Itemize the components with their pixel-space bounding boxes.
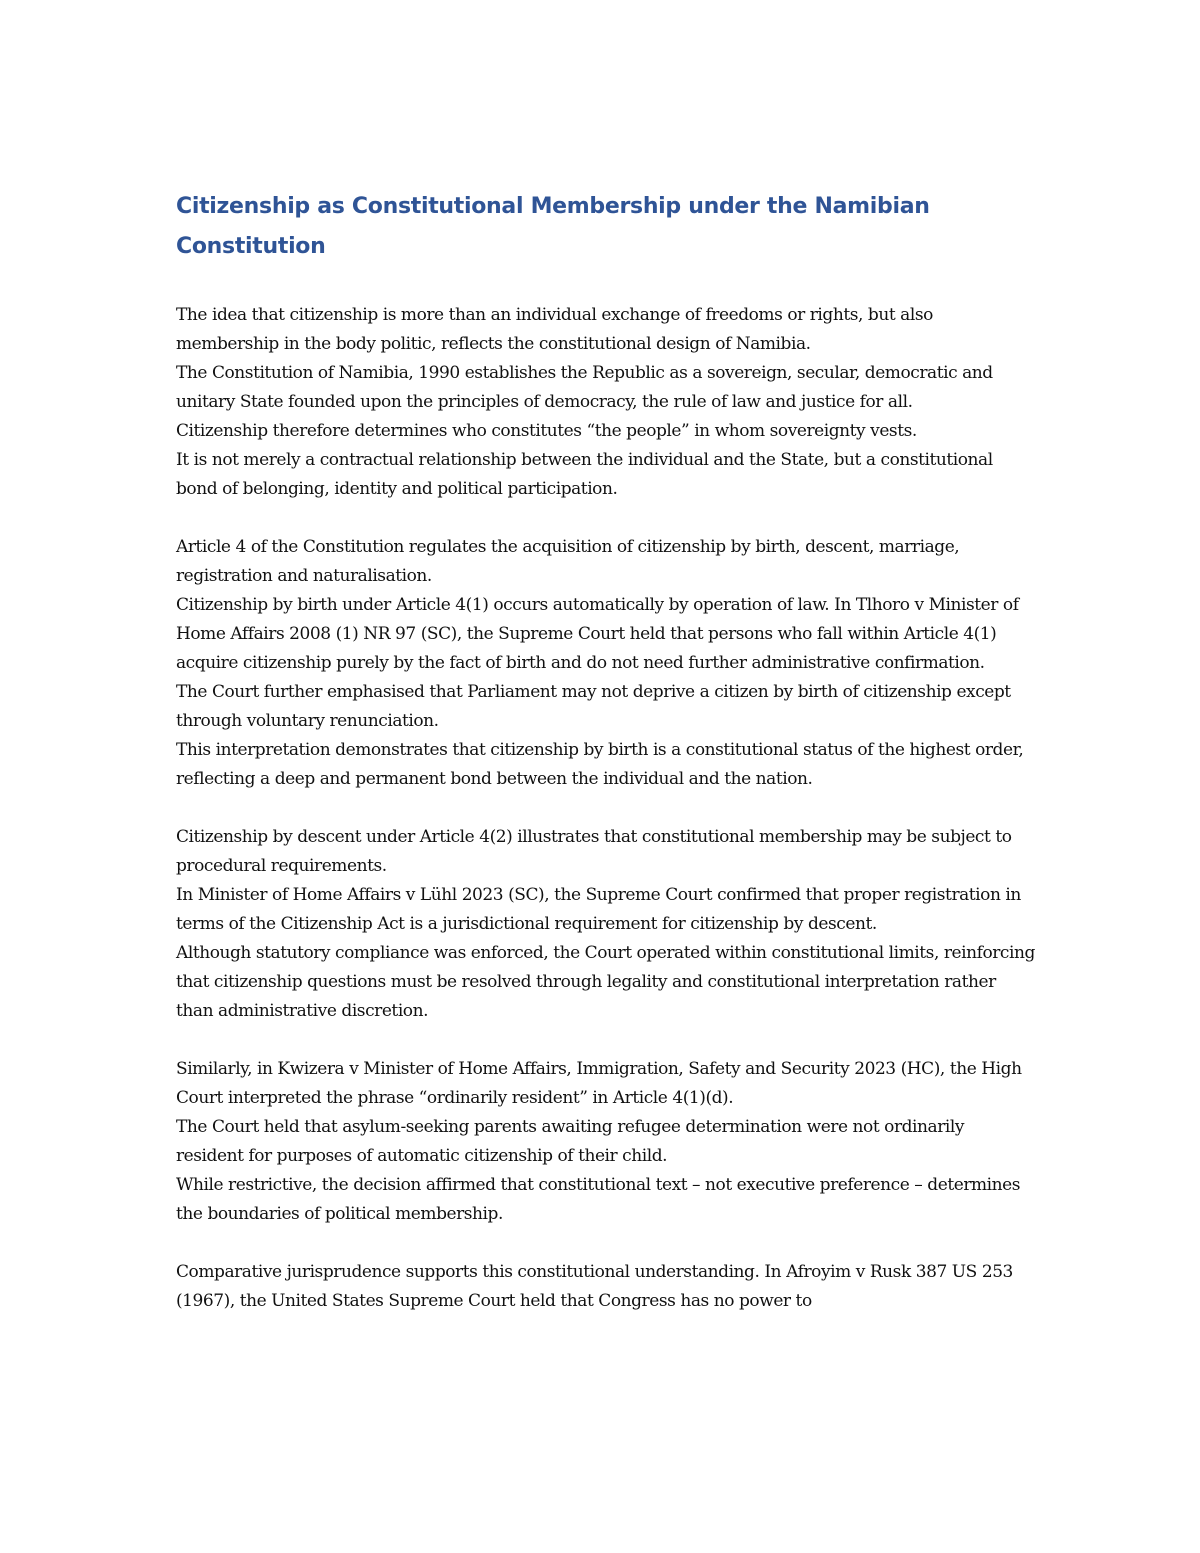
text-line: Comparative jurisprudence supports this constitutional understanding. In Afroyim v Rusk 387 US 253 (1967), the United States Supreme Court held that Congress has no power to bbox=[176, 1262, 1013, 1311]
text-line: Citizenship therefore determines who constitutes “the people” in whom sovereignty vests. bbox=[176, 421, 917, 441]
text-line: It is not merely a contractual relationship between the individual and the State, but a constitutional bond of belonging, identity and political participation. bbox=[176, 450, 993, 499]
paragraph-comparative-jurisprudence bbox=[176, 1258, 1036, 1316]
paragraph-constitutional-design bbox=[176, 301, 1036, 504]
text-line: The Court further emphasised that Parliament may not deprive a citizen by birth of citizenship except through voluntary renunciation. bbox=[176, 682, 1011, 731]
paragraph-citizenship-by-descent bbox=[176, 823, 1036, 1026]
text-line: Citizenship by birth under Article 4(1) occurs automatically by operation of law. In Tlhoro v Minister of Home Affairs 2008 (1) NR 97 (SC), the Supreme Court held that persons who fall within Article 4(1) acquire citizenship purely by the fact of birth and do not need further administrative confirmation. bbox=[176, 595, 1019, 673]
document-title: Citizenship as Constitutional Membership under the Namibian Constitution bbox=[176, 194, 930, 259]
text-line: Similarly, in Kwizera v Minister of Home Affairs, Immigration, Safety and Security 2023 (HC), the High Court interpreted the phrase “ordinarily resident” in Article 4(1)(d). bbox=[176, 1059, 1022, 1108]
text-line: The Court held that asylum-seeking parents awaiting refugee determination were not ordinarily resident for purposes of automatic citizenship of their child. bbox=[176, 1117, 965, 1166]
paragraph-article-4 bbox=[176, 533, 1036, 794]
document-body bbox=[176, 187, 1036, 1345]
text-line: Citizenship by descent under Article 4(2) illustrates that constitutional membership may be subject to procedural requirements. bbox=[176, 827, 1012, 876]
paragraph-kwizera-case bbox=[176, 1055, 1036, 1229]
text-line: In Minister of Home Affairs v Lühl 2023 (SC), the Supreme Court confirmed that proper registration in terms of the Citizenship Act is a jurisdictional requirement for citizenship by descent. bbox=[176, 885, 1021, 934]
text-line: Although statutory compliance was enforced, the Court operated within constitutional limits, reinforcing that citizenship questions must be resolved through legality and constitutional interpretation rather than administrative discretion. bbox=[176, 943, 1035, 1021]
text-line: The idea that citizenship is more than an individual exchange of freedoms or rights, but also membership in the body politic, reflects the constitutional design of Namibia. bbox=[176, 305, 933, 354]
text-line: The Constitution of Namibia, 1990 establishes the Republic as a sovereign, secular, democratic and unitary State founded upon the principles of democracy, the rule of law and justice for all. bbox=[176, 363, 993, 412]
text-line: Article 4 of the Constitution regulates the acquisition of citizenship by birth, descent, marriage, registration and naturalisation. bbox=[176, 537, 960, 586]
text-line: While restrictive, the decision affirmed that constitutional text – not executive preference – determines the boundaries of political membership. bbox=[176, 1175, 1021, 1224]
text-line: This interpretation demonstrates that citizenship by birth is a constitutional status of the highest order, reflecting a deep and permanent bond between the individual and the nation. bbox=[176, 740, 1024, 789]
